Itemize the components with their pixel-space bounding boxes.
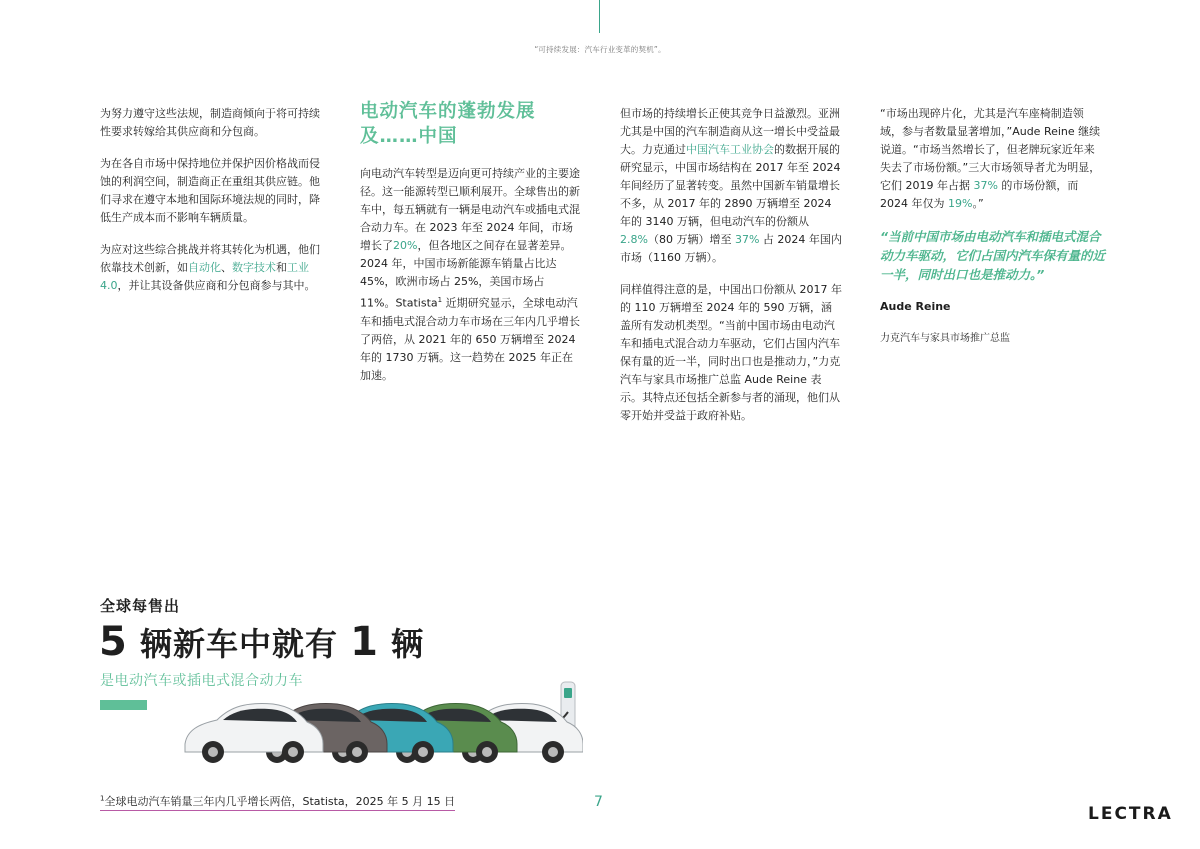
text: 和: [276, 261, 287, 274]
top-divider: [599, 0, 600, 33]
quote-author-role: 力克汽车与家具市场推广总监: [880, 333, 1010, 344]
highlight-value: 20%: [393, 239, 418, 252]
text: 向电动汽车转型是迈向更可持续产业的主要途径。这一能源转型已顺利展开。全球售出的新车中，每五辆就有一辆是电动汽车或插电式混合动力车。在 2023 年至 2024 年间，市场增长了: [360, 167, 580, 252]
text: 、: [221, 261, 232, 274]
paragraph: [880, 105, 1105, 213]
text: 为应对这些综合挑战并将其转化为机遇，他们依靠技术创新，如: [100, 243, 320, 274]
accent-bar: [100, 700, 147, 710]
text: 但市场的持续增长正使其竞争日益激烈。亚洲尤其是中国的汽车制造商从这一增长中受益最大。力克通过: [620, 107, 840, 156]
text: 近期研究显示，全球电动汽车和插电式混合动力车市场在三年内几乎增长了两倍，从 2021 年的 650 万辆增至 2024 年的 1730 万辆。这一趋势在 2025 年正在加速。: [360, 296, 580, 382]
highlight-value: 2.8%: [620, 233, 648, 246]
stat-number: 1: [350, 619, 379, 665]
paragraph: [620, 105, 842, 267]
stat-kicker: 全球每售出: [100, 597, 181, 615]
column-3: [620, 105, 842, 439]
paragraph: [360, 165, 582, 385]
text: 的数据开展的研究显示，中国市场结构在 2017 年至 2024 年间经历了显著转变。虽然中国新车销量增长不多，从 2017 年的 2890 万辆增至 2024 年的 3140 万辆，但电动汽车的份额从: [620, 143, 841, 228]
quote-author: Aude Reine: [880, 300, 951, 313]
paragraph: 同样值得注意的是，中国出口份额从 2017 年的 110 万辆增至 2024 年的 590 万辆，涵盖所有发动机类型。“当前中国市场由电动汽车和插电式混合动力车驱动，它们占国内汽车保有量的近一半，同时出口也是推动力，”力克汽车与家具市场推广总监 Aude Reine 表示。其特点还包括全新参与者的涌现，他们从零开始并受益于政府补贴。: [620, 283, 842, 422]
text: ，并让其设备供应商和分包商参与其中。: [117, 279, 316, 292]
highlight-value: 37%: [973, 179, 998, 192]
brand-logo: LECTRA: [1088, 804, 1173, 824]
paragraph: [100, 241, 326, 295]
text: “市场出现碎片化，尤其是汽车座椅制造领域，参与者数量显著增加，”Aude Reine 继续说道。“市场当然增长了，但老牌玩家近年来失去了市场份额。”三大市场领导者尤为明显，它们 2019 年占据: [880, 107, 1101, 192]
running-header: “可持续发展：汽车行业变革的契机”。: [534, 45, 666, 54]
paragraph: 为努力遵守这些法规，制造商倾向于将可持续性要求转嫁给其供应商和分包商。: [100, 107, 320, 138]
page-number: 7: [594, 794, 603, 810]
stat-headline: [99, 619, 425, 665]
link-industry-4[interactable]: 工业 4.0: [100, 261, 309, 292]
text: （80 万辆）增至: [647, 233, 735, 246]
stat-text: 辆新车中就有: [127, 625, 351, 663]
footnote-link[interactable]: [100, 793, 455, 811]
pull-quote: “当前中国市场由电动汽车和插电式混合动力车驱动，它们占国内汽车保有量的近一半，同时出口也是推动力。”: [880, 229, 1106, 282]
text: 的市场份额，而 2024 年仅为: [880, 179, 1079, 210]
stat-text: 辆: [378, 625, 425, 663]
text: ，但各地区之间存在显著差异。2024 年，中国市场新能源车销量占比达 45%，欧洲市场占 25%，美国市场占 11%。Statista: [360, 239, 572, 310]
column-4: [880, 105, 1105, 362]
link-automation[interactable]: 自动化: [188, 261, 221, 274]
link-digital-tech[interactable]: 数字技术: [232, 261, 276, 274]
text: 占 2024 年国内市场（1160 万辆）。: [620, 233, 842, 264]
link-caam[interactable]: 中国汽车工业协会: [686, 143, 774, 156]
stat-number: 5: [99, 619, 128, 665]
column-1: [100, 105, 326, 309]
paragraph: 为在各自市场中保持地位并保护因价格战而侵蚀的利润空间，制造商正在重组其供应链。他们寻求在遵守本地和国际环境法规的同时，降低生产成本而不影响车辆质量。: [100, 157, 320, 224]
highlight-value: 19%: [948, 197, 973, 210]
footnote-ref[interactable]: 1: [437, 296, 443, 304]
text: 。”: [972, 197, 984, 210]
highlight-value: 37%: [734, 233, 760, 246]
ev-cars-charging-icon: [183, 672, 583, 772]
stat-subtitle: 是电动汽车或插电式混合动力车: [100, 673, 303, 689]
section-title: 电动汽车的蓬勃发展及……中国: [360, 101, 536, 147]
footnote-mark: 1: [100, 794, 105, 803]
column-2: [360, 101, 582, 399]
footnote-text: 全球电动汽车销量三年内几乎增长两倍，Statista，2025 年 5 月 15 日: [104, 795, 456, 808]
